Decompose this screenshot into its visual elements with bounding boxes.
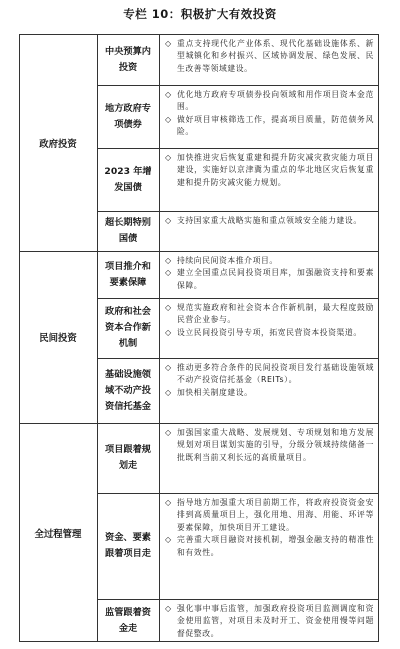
row-label-text: 政府和社会资本合作新机制: [105, 306, 151, 349]
diamond-bullet-icon: ◇: [165, 387, 172, 397]
list-item: [165, 497, 374, 534]
diamond-bullet-icon: ◇: [165, 153, 172, 162]
category-label: [19, 34, 97, 251]
row-label: [97, 211, 159, 251]
row-label-text: 2023 年增发国债: [104, 165, 152, 193]
diamond-bullet-icon: ◇: [165, 256, 172, 265]
investment-table: [19, 34, 379, 642]
list-item: [165, 152, 374, 189]
list-item-text: 加强国家重大战略、发展规划、专项规划和地方发展规划对项目谋划实施的引导，分级分领域持续储备一批既利当前又利长远的高质量项目。: [177, 428, 374, 462]
list-item-text: 加快推进灾后恢复重建和提升防灾减灾救灾能力项目建设，实施好以京津冀为重点的华北地区灾后恢复重建和提升防灾减灾能力规划。: [177, 153, 374, 187]
row-content: [159, 493, 379, 599]
category-text: 民间投资: [39, 333, 77, 344]
row-label: [97, 34, 159, 85]
row-content: [159, 85, 379, 148]
row-label: [97, 85, 159, 148]
row-label: [97, 148, 159, 211]
row-label-text: 中央预算内投资: [105, 45, 151, 73]
row-content: [159, 423, 379, 493]
diamond-bullet-icon: ◇: [165, 114, 172, 124]
list-item-text: 重点支持现代化产业体系、现代化基础设施体系、新型城镇化和乡村振兴、区域协调发展、绿色发展、民生改善等领域建设。: [177, 39, 374, 73]
row-label: [97, 493, 159, 599]
row-label: [97, 251, 159, 298]
list-item: [165, 302, 374, 327]
category-text: 全过程管理: [34, 528, 82, 540]
list-item-text: 强化事中事后监管，加强政府投资项目监测调度和资金使用监管，对项目未及时开工、资金使用慢等问题督促整改。: [177, 604, 374, 638]
list-item: [165, 114, 374, 139]
diamond-bullet-icon: ◇: [165, 498, 172, 507]
row-label-text: 资金、要素跟着项目走: [105, 532, 151, 559]
row-content: [159, 251, 379, 298]
list-item-text: 推动更多符合条件的民间投资项目发行基础设施领域不动产投资信托基金（REITs）。: [177, 363, 374, 385]
row-label-text: 地方政府专项债券: [105, 102, 151, 130]
row-content: [159, 211, 379, 251]
list-item-text: 做好项目审核筛选工作，提高项目质量，防范债务风险。: [177, 114, 374, 137]
list-item: [165, 362, 374, 387]
category-text: 政府投资: [39, 138, 77, 150]
list-item-text: 完善重大项目融资对接机制，增强金融支持的精准性和有效性。: [177, 535, 374, 557]
list-item: [165, 327, 374, 339]
list-item: [165, 38, 374, 75]
row-label-text: 监管跟着资金走: [105, 606, 151, 634]
row-label: [97, 298, 159, 358]
list-item: [165, 387, 374, 399]
list-item-text: 规范实施政府和社会资本合作新机制，最大程度鼓励民营企业参与。: [177, 303, 374, 325]
list-item: [165, 89, 374, 114]
row-content: [159, 599, 379, 642]
diamond-bullet-icon: ◇: [165, 535, 172, 545]
list-item: [165, 427, 374, 464]
diamond-bullet-icon: ◇: [165, 90, 172, 99]
row-label: [97, 599, 159, 642]
row-label-text: 基础设施领域不动产投资信托基金: [105, 368, 151, 412]
list-item-text: 支持国家重大战略实施和重点领域安全能力建设。: [177, 216, 362, 225]
row-label: [97, 358, 159, 423]
list-item: [165, 215, 374, 227]
row-content: [159, 148, 379, 211]
diamond-bullet-icon: ◇: [165, 268, 172, 278]
list-item: [165, 603, 374, 640]
list-item: [165, 534, 374, 559]
row-content: [159, 298, 379, 358]
list-item-text: 持续向民间资本推介项目。: [177, 256, 278, 265]
row-content: [159, 34, 379, 85]
diamond-bullet-icon: ◇: [165, 39, 172, 48]
row-content: [159, 358, 379, 423]
row-label: [97, 423, 159, 493]
row-label-text: 项目跟着规划走: [105, 444, 151, 471]
diamond-bullet-icon: ◇: [165, 327, 172, 337]
diamond-bullet-icon: ◇: [165, 303, 172, 312]
list-item-text: 优化地方政府专项债券投向领域和用作项目资本金范围。: [177, 90, 374, 112]
diamond-bullet-icon: ◇: [165, 216, 172, 225]
row-label-text: 项目推介和要素保障: [105, 260, 151, 288]
diamond-bullet-icon: ◇: [165, 363, 172, 372]
list-item: [165, 255, 374, 267]
diamond-bullet-icon: ◇: [165, 428, 172, 437]
list-item-text: 指导地方加强重大项目前期工作，将政府投资资金安排到高质量项目上，强化用地、用海、用能、环评等要素保障，加快项目开工建设。: [177, 498, 374, 532]
list-item-text: 建立全国重点民间投资项目库，加强融资支持和要素保障。: [177, 268, 374, 290]
row-label-text: 超长期特别国债: [105, 217, 151, 244]
list-item-text: 加快相关制度建设。: [177, 387, 253, 397]
list-item: [165, 267, 374, 292]
list-item-text: 设立民间投资引导专项，拓宽民营资本投资渠道。: [177, 327, 362, 337]
category-label: [19, 251, 97, 423]
category-label: [19, 423, 97, 642]
column-title: 专栏 10：积极扩大有效投资: [123, 7, 277, 21]
diamond-bullet-icon: ◇: [165, 604, 172, 613]
